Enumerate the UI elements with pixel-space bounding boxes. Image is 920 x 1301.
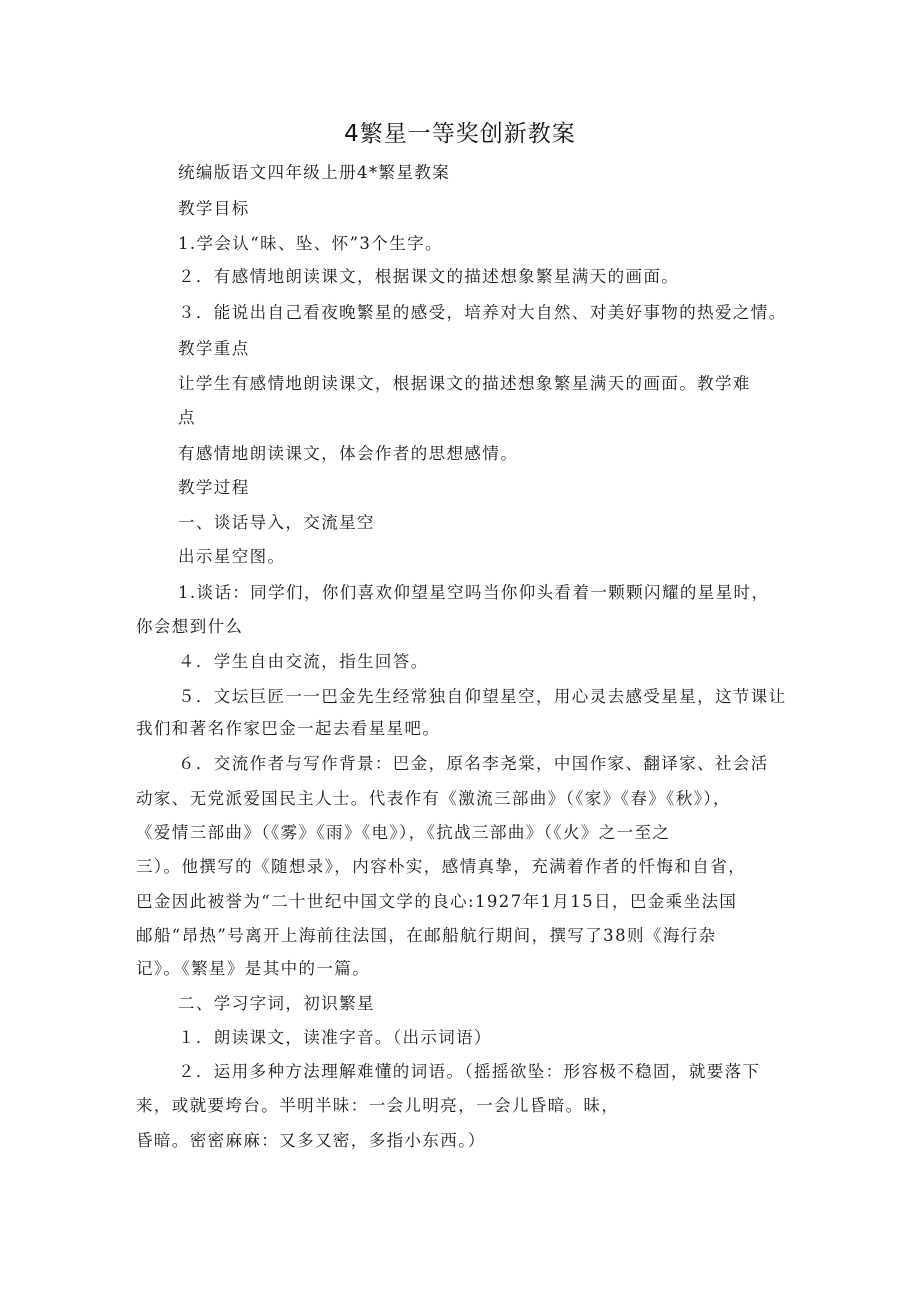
paragraph-line: １．朗读课文，读准字音。（出示词语） (178, 1028, 492, 1047)
paragraph-line: 出示星空图。 (178, 547, 286, 566)
paragraph-line: 有感情地朗读课文，体会作者的思想感情。 (178, 444, 519, 463)
paragraph-line: ３．能说出自己看夜晚繁星的感受，培养对大自然、对美好事物的热爱之情。 (178, 303, 787, 322)
section-heading: 教学目标 (178, 199, 250, 218)
paragraph-line: 昏暗。密密麻麻：又多又密，多指小东西。） (136, 1131, 486, 1150)
paragraph-line: ２．运用多种方法理解难懂的词语。（摇摇欲坠：形容极不稳固，就要落下 (178, 1062, 761, 1081)
paragraph-line: 《爱情三部曲》（《雾》《雨》《电》），《抗战三部曲》（《火》之一至之 (136, 823, 671, 842)
paragraph-line: 动家、无党派爱国民主人士。代表作有《激流三部曲》（《家》《春》《秋》）， (136, 789, 731, 808)
paragraph-line: 让学生有感情地朗读课文，根据课文的描述想象繁星满天的画面。教学难 (178, 374, 751, 393)
section-heading: 二、学习字词，初识繁星 (178, 994, 375, 1013)
section-heading: 一、谈话导入，交流星空 (178, 513, 375, 532)
paragraph-line: 你会想到什么 (136, 617, 244, 636)
paragraph-line: 点 (178, 408, 196, 427)
section-heading: 教学重点 (178, 339, 250, 358)
paragraph-line: 邮船“昂热”号离开上海前往法国，在邮船航行期间，撰写了38则《海行杂 (136, 926, 717, 945)
paragraph-line: ２．有感情地朗读课文，根据课文的描述想象繁星满天的画面。 (178, 267, 680, 286)
subtitle-line: 统编版语文四年级上册4*繁星教案 (178, 163, 451, 182)
paragraph-line: 三）。他撰写的《随想录》，内容朴实，感情真挚，充满着作者的忏悔和自省， (136, 857, 746, 876)
paragraph-line: 我们和著名作家巴金一起去看星星吧。 (136, 719, 441, 738)
paragraph-line: 来，或就要垮台。半明半昧：一会儿明亮，一会儿昏暗。昧， (136, 1096, 620, 1115)
paragraph-line: 1.学会认“昧、坠、怀”3个生字。 (178, 234, 443, 253)
paragraph-line: 1.谈话：同学们，你们喜欢仰望星空吗当你仰头看着一颗颗闪耀的星星时， (178, 583, 770, 602)
paragraph-line: 巴金因此被誉为“二十世纪中国文学的良心:1927年1月15日，巴金乘坐法国 (136, 892, 738, 911)
paragraph-line: ６．交流作者与写作背景：巴金，原名李尧棠，中国作家、翻译家、社会活 (178, 754, 769, 773)
section-heading: 教学过程 (178, 478, 250, 497)
paragraph-line: ４．学生自由交流，指生回答。 (178, 652, 429, 671)
paragraph-line: ５．文坛巨匠一一巴金先生经常独自仰望星空，用心灵去感受星星，这节课让 (178, 687, 787, 706)
paragraph-line: 记》。《繁星》是其中的一篇。 (136, 959, 371, 978)
document-title: 4繁星一等奖创新教案 (344, 121, 576, 147)
